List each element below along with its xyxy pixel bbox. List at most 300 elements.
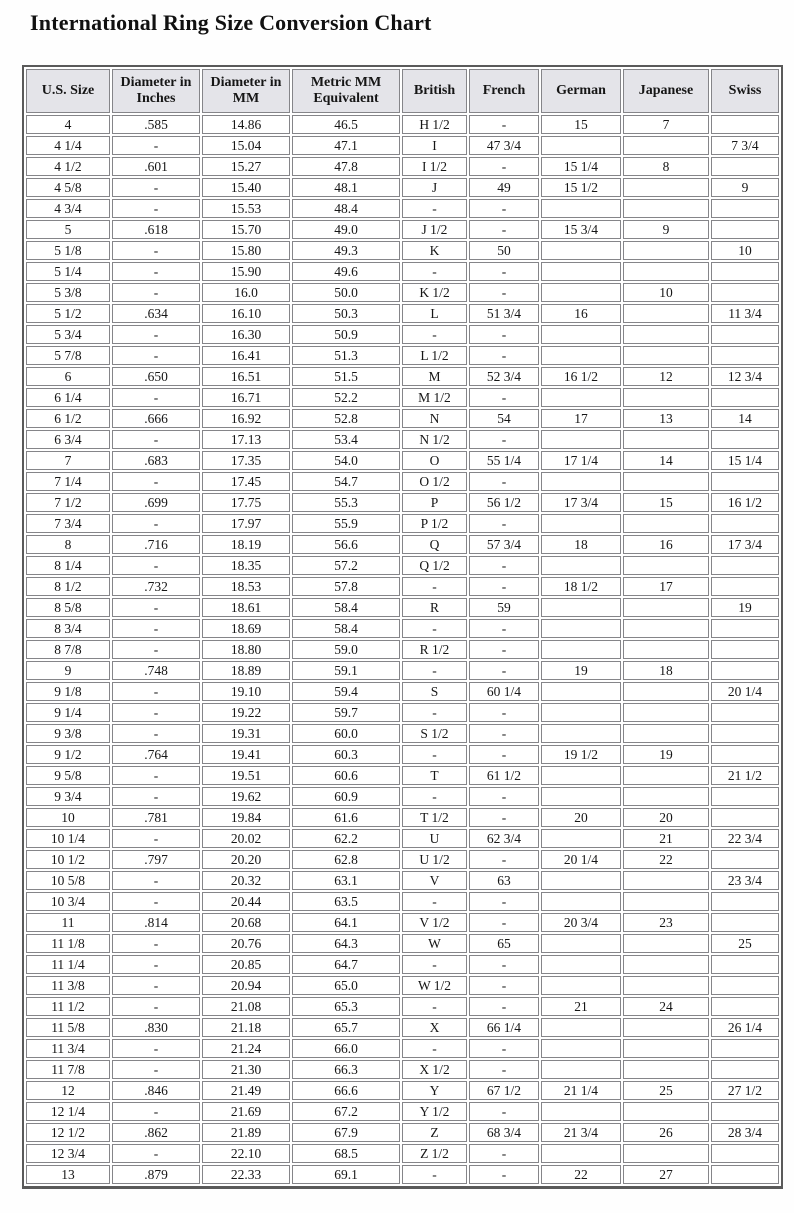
table-cell: 27 1/2 (711, 1081, 779, 1100)
table-cell (541, 388, 621, 407)
table-cell: 9 1/8 (26, 682, 110, 701)
table-cell (711, 220, 779, 239)
table-cell (623, 682, 709, 701)
table-cell: 19.84 (202, 808, 290, 827)
table-cell (541, 1060, 621, 1079)
table-cell: - (112, 640, 200, 659)
table-cell (711, 1102, 779, 1121)
table-cell: 15 1/4 (711, 451, 779, 470)
table-cell: 56 1/2 (469, 493, 539, 512)
table-cell: - (112, 871, 200, 890)
table-cell: 12 (26, 1081, 110, 1100)
table-cell: 5 1/4 (26, 262, 110, 281)
table-cell: 52 3/4 (469, 367, 539, 386)
table-cell: 16.10 (202, 304, 290, 323)
table-cell: 13 (26, 1165, 110, 1184)
table-cell: - (112, 199, 200, 218)
table-cell: 6 1/2 (26, 409, 110, 428)
table-cell: 51.3 (292, 346, 400, 365)
table-cell: - (469, 514, 539, 533)
table-cell: 9 5/8 (26, 766, 110, 785)
table-cell: 7 (26, 451, 110, 470)
table-cell: - (402, 703, 467, 722)
table-cell: 18 (541, 535, 621, 554)
table-cell: .650 (112, 367, 200, 386)
table-cell: - (402, 619, 467, 638)
table-row (26, 241, 779, 260)
table-cell: - (112, 997, 200, 1016)
table-cell: 18.89 (202, 661, 290, 680)
table-cell: 55.3 (292, 493, 400, 512)
table-cell: .666 (112, 409, 200, 428)
table-cell: 50 (469, 241, 539, 260)
column-header: Metric MM Equivalent (292, 69, 400, 113)
table-cell (541, 934, 621, 953)
table-cell: K (402, 241, 467, 260)
table-cell (711, 724, 779, 743)
table-cell: 65.3 (292, 997, 400, 1016)
table-cell: 12 3/4 (26, 1144, 110, 1163)
table-cell: 10 1/4 (26, 829, 110, 848)
table-cell (541, 682, 621, 701)
table-row (26, 1123, 779, 1142)
table-cell: .862 (112, 1123, 200, 1142)
table-cell: 4 5/8 (26, 178, 110, 197)
table-cell: 11 3/4 (26, 1039, 110, 1058)
table-cell: - (402, 577, 467, 596)
table-cell: 19.22 (202, 703, 290, 722)
table-row (26, 682, 779, 701)
table-row (26, 304, 779, 323)
table-row (26, 997, 779, 1016)
table-cell (711, 619, 779, 638)
table-cell: - (469, 472, 539, 491)
table-cell: 11 1/8 (26, 934, 110, 953)
table-cell: 17.35 (202, 451, 290, 470)
table-cell (623, 199, 709, 218)
table-cell: 59.4 (292, 682, 400, 701)
table-cell: 6 (26, 367, 110, 386)
table-cell (623, 1144, 709, 1163)
table-cell: .748 (112, 661, 200, 680)
table-cell (711, 808, 779, 827)
table-row (26, 1081, 779, 1100)
table-cell: - (402, 661, 467, 680)
table-cell: 67 1/2 (469, 1081, 539, 1100)
table-cell (711, 892, 779, 911)
table-cell: 59.0 (292, 640, 400, 659)
table-cell: 55.9 (292, 514, 400, 533)
table-cell: Z 1/2 (402, 1144, 467, 1163)
table-cell: .879 (112, 1165, 200, 1184)
table-cell (541, 598, 621, 617)
table-cell: 8 7/8 (26, 640, 110, 659)
table-row (26, 493, 779, 512)
table-cell: L 1/2 (402, 346, 467, 365)
table-cell: 8 3/4 (26, 619, 110, 638)
table-cell (623, 619, 709, 638)
table-cell: - (469, 157, 539, 176)
table-cell: 15.27 (202, 157, 290, 176)
table-cell: 67.9 (292, 1123, 400, 1142)
column-header: Diameter in MM (202, 69, 290, 113)
table-cell: - (469, 430, 539, 449)
table-cell: 20.68 (202, 913, 290, 932)
table-row (26, 871, 779, 890)
table-cell (623, 640, 709, 659)
table-cell: - (112, 766, 200, 785)
table-cell: 5 7/8 (26, 346, 110, 365)
table-cell (711, 1039, 779, 1058)
table-cell: - (112, 346, 200, 365)
table-cell: - (469, 262, 539, 281)
table-cell: 61.6 (292, 808, 400, 827)
table-cell: 10 1/2 (26, 850, 110, 869)
table-cell: 13 (623, 409, 709, 428)
table-cell: - (112, 283, 200, 302)
table-cell (541, 283, 621, 302)
table-cell: 18.61 (202, 598, 290, 617)
table-cell (541, 1018, 621, 1037)
table-cell: 16.71 (202, 388, 290, 407)
table-cell (541, 262, 621, 281)
table-cell: 16.92 (202, 409, 290, 428)
table-cell: 46.5 (292, 115, 400, 134)
table-cell: 8 (26, 535, 110, 554)
table-cell: 58.4 (292, 619, 400, 638)
table-cell: 19.10 (202, 682, 290, 701)
table-cell (711, 703, 779, 722)
table-cell (541, 514, 621, 533)
table-cell: 5 (26, 220, 110, 239)
table-cell: 56.6 (292, 535, 400, 554)
table-cell: 4 (26, 115, 110, 134)
table-cell: 11 3/8 (26, 976, 110, 995)
table-cell: 64.3 (292, 934, 400, 953)
table-cell: 10 5/8 (26, 871, 110, 890)
table-cell: 9 (711, 178, 779, 197)
table-row (26, 1102, 779, 1121)
table-cell: 14 (711, 409, 779, 428)
table-cell: 18.19 (202, 535, 290, 554)
table-cell: 7 1/2 (26, 493, 110, 512)
table-cell (623, 514, 709, 533)
table-row (26, 598, 779, 617)
table-cell: T 1/2 (402, 808, 467, 827)
table-cell: 9 3/4 (26, 787, 110, 806)
table-cell (541, 241, 621, 260)
table-cell: 20 1/4 (541, 850, 621, 869)
table-cell: 59.1 (292, 661, 400, 680)
table-cell: 54.7 (292, 472, 400, 491)
table-cell: 18.35 (202, 556, 290, 575)
table-cell: 21.24 (202, 1039, 290, 1058)
table-cell: 60.3 (292, 745, 400, 764)
table-cell: - (469, 997, 539, 1016)
table-cell: 4 1/2 (26, 157, 110, 176)
table-cell: 15 1/2 (541, 178, 621, 197)
table-row (26, 178, 779, 197)
table-cell (711, 388, 779, 407)
table-cell (711, 472, 779, 491)
table-cell: 21.30 (202, 1060, 290, 1079)
table-cell: 55 1/4 (469, 451, 539, 470)
page-title: International Ring Size Conversion Chart (30, 10, 432, 35)
table-cell: 49.3 (292, 241, 400, 260)
table-cell: T (402, 766, 467, 785)
table-cell: 50.9 (292, 325, 400, 344)
table-cell: - (469, 724, 539, 743)
table-cell: .781 (112, 808, 200, 827)
table-cell: 20 (541, 808, 621, 827)
table-cell: V (402, 871, 467, 890)
table-cell: 15.40 (202, 178, 290, 197)
table-cell: 10 (26, 808, 110, 827)
table-cell: X (402, 1018, 467, 1037)
table-cell: - (469, 661, 539, 680)
table-cell: - (469, 220, 539, 239)
table-cell: 20.44 (202, 892, 290, 911)
table-cell: Z (402, 1123, 467, 1142)
table-cell: 6 1/4 (26, 388, 110, 407)
table-row (26, 451, 779, 470)
table-cell: 52.2 (292, 388, 400, 407)
table-cell: L (402, 304, 467, 323)
table-cell (541, 871, 621, 890)
table-cell: 68.5 (292, 1144, 400, 1163)
table-cell (541, 703, 621, 722)
table-cell: 21.89 (202, 1123, 290, 1142)
table-cell: 21.18 (202, 1018, 290, 1037)
table-cell: 25 (623, 1081, 709, 1100)
table-cell: 22 (623, 850, 709, 869)
table-cell: - (469, 1039, 539, 1058)
table-cell: - (112, 1039, 200, 1058)
table-cell: 57 3/4 (469, 535, 539, 554)
table-cell (541, 136, 621, 155)
table-cell: 18.69 (202, 619, 290, 638)
table-cell: - (402, 1165, 467, 1184)
table-cell: M (402, 367, 467, 386)
table-cell: 20.85 (202, 955, 290, 974)
table-cell: 66.0 (292, 1039, 400, 1058)
table-cell: - (469, 1060, 539, 1079)
table-cell: 9 3/8 (26, 724, 110, 743)
table-cell (541, 199, 621, 218)
table-cell: 10 (711, 241, 779, 260)
table-cell (623, 136, 709, 155)
table-cell: - (469, 1102, 539, 1121)
table-cell: R (402, 598, 467, 617)
table-cell: 11 (26, 913, 110, 932)
table-cell: 63 (469, 871, 539, 890)
table-cell: 47.8 (292, 157, 400, 176)
table-header-row (26, 69, 779, 113)
table-cell: X 1/2 (402, 1060, 467, 1079)
table-cell: .585 (112, 115, 200, 134)
table-row (26, 577, 779, 596)
table-cell: 18 1/2 (541, 577, 621, 596)
table-cell: - (112, 703, 200, 722)
table-cell: 20 1/4 (711, 682, 779, 701)
table-cell (541, 472, 621, 491)
table-row (26, 262, 779, 281)
table-row (26, 703, 779, 722)
table-cell (541, 556, 621, 575)
table-cell: 21 (541, 997, 621, 1016)
table-cell (541, 430, 621, 449)
table-cell: - (469, 913, 539, 932)
table-cell: Q 1/2 (402, 556, 467, 575)
table-cell: O (402, 451, 467, 470)
table-cell (623, 787, 709, 806)
table-cell (711, 1144, 779, 1163)
table-cell: 21.69 (202, 1102, 290, 1121)
table-cell: 23 3/4 (711, 871, 779, 890)
table-cell (541, 325, 621, 344)
table-cell: - (112, 262, 200, 281)
table-cell: 21 1/2 (711, 766, 779, 785)
table-cell (541, 892, 621, 911)
ring-size-conversion-table (22, 65, 783, 1189)
table-cell: .601 (112, 157, 200, 176)
table-cell (711, 997, 779, 1016)
table-cell: 58.4 (292, 598, 400, 617)
table-cell: - (402, 955, 467, 974)
table-cell: .716 (112, 535, 200, 554)
table-cell: 16 (541, 304, 621, 323)
table-cell: - (469, 1165, 539, 1184)
table-cell: 16 1/2 (711, 493, 779, 512)
table-cell: .634 (112, 304, 200, 323)
table-cell: .846 (112, 1081, 200, 1100)
table-cell (711, 157, 779, 176)
table-cell (711, 1060, 779, 1079)
table-cell (623, 955, 709, 974)
table-cell: 10 (623, 283, 709, 302)
table-cell: 53.4 (292, 430, 400, 449)
table-cell: 19.62 (202, 787, 290, 806)
table-row (26, 955, 779, 974)
table-cell: 15 1/4 (541, 157, 621, 176)
table-cell: 20.94 (202, 976, 290, 995)
table-row (26, 430, 779, 449)
table-cell (623, 262, 709, 281)
table-cell: - (112, 136, 200, 155)
table-cell: N 1/2 (402, 430, 467, 449)
table-cell: - (112, 430, 200, 449)
table-cell: 10 3/4 (26, 892, 110, 911)
table-cell (711, 556, 779, 575)
table-cell: 18.80 (202, 640, 290, 659)
column-header: British (402, 69, 467, 113)
table-row (26, 472, 779, 491)
table-cell: .618 (112, 220, 200, 239)
table-cell (541, 724, 621, 743)
table-row (26, 1018, 779, 1037)
table-cell (623, 241, 709, 260)
table-cell: 64.1 (292, 913, 400, 932)
table-cell: - (469, 577, 539, 596)
table-row (26, 1060, 779, 1079)
table-cell: W (402, 934, 467, 953)
table-cell (711, 745, 779, 764)
table-cell (541, 346, 621, 365)
table-cell: 48.4 (292, 199, 400, 218)
table-cell: 18.53 (202, 577, 290, 596)
table-row (26, 220, 779, 239)
table-row (26, 199, 779, 218)
table-cell: V 1/2 (402, 913, 467, 932)
table-cell (711, 640, 779, 659)
table-cell: 7 3/4 (711, 136, 779, 155)
table-cell: Y (402, 1081, 467, 1100)
table-cell: P (402, 493, 467, 512)
table-cell: 22 (541, 1165, 621, 1184)
table-cell: 60 1/4 (469, 682, 539, 701)
table-cell: - (469, 1144, 539, 1163)
table-cell (623, 766, 709, 785)
table-cell (623, 430, 709, 449)
table-cell: - (469, 115, 539, 134)
table-cell: 7 (623, 115, 709, 134)
table-row (26, 934, 779, 953)
table-cell: 15 (623, 493, 709, 512)
table-cell: 15.80 (202, 241, 290, 260)
table-cell: - (112, 955, 200, 974)
table-cell (711, 577, 779, 596)
table-cell (711, 325, 779, 344)
table-cell: 66.6 (292, 1081, 400, 1100)
table-cell (711, 262, 779, 281)
table-cell: 20 3/4 (541, 913, 621, 932)
table-cell: - (469, 892, 539, 911)
table-cell: 22 3/4 (711, 829, 779, 848)
table-cell: N (402, 409, 467, 428)
table-cell: 11 5/8 (26, 1018, 110, 1037)
table-cell (623, 1018, 709, 1037)
table-cell (541, 1039, 621, 1058)
table-cell: - (469, 808, 539, 827)
table-cell: 21 1/4 (541, 1081, 621, 1100)
table-cell: 20.02 (202, 829, 290, 848)
table-cell: 62.8 (292, 850, 400, 869)
table-cell: 64.7 (292, 955, 400, 974)
table-cell: 63.5 (292, 892, 400, 911)
table-cell: 62 3/4 (469, 829, 539, 848)
table-cell: 8 1/4 (26, 556, 110, 575)
table-row (26, 367, 779, 386)
table-cell: 26 1/4 (711, 1018, 779, 1037)
table-cell: - (112, 787, 200, 806)
table-row (26, 514, 779, 533)
table-cell: 60.6 (292, 766, 400, 785)
column-header: German (541, 69, 621, 113)
table-cell: 6 3/4 (26, 430, 110, 449)
table-cell: 27 (623, 1165, 709, 1184)
table-row (26, 346, 779, 365)
table-cell: - (469, 556, 539, 575)
table-cell: 22.10 (202, 1144, 290, 1163)
table-cell: 51 3/4 (469, 304, 539, 323)
table-row (26, 409, 779, 428)
table-cell: - (112, 1060, 200, 1079)
table-cell: 11 3/4 (711, 304, 779, 323)
column-header: Diameter in Inches (112, 69, 200, 113)
table-cell: - (112, 934, 200, 953)
table-row (26, 829, 779, 848)
table-cell: 20.76 (202, 934, 290, 953)
